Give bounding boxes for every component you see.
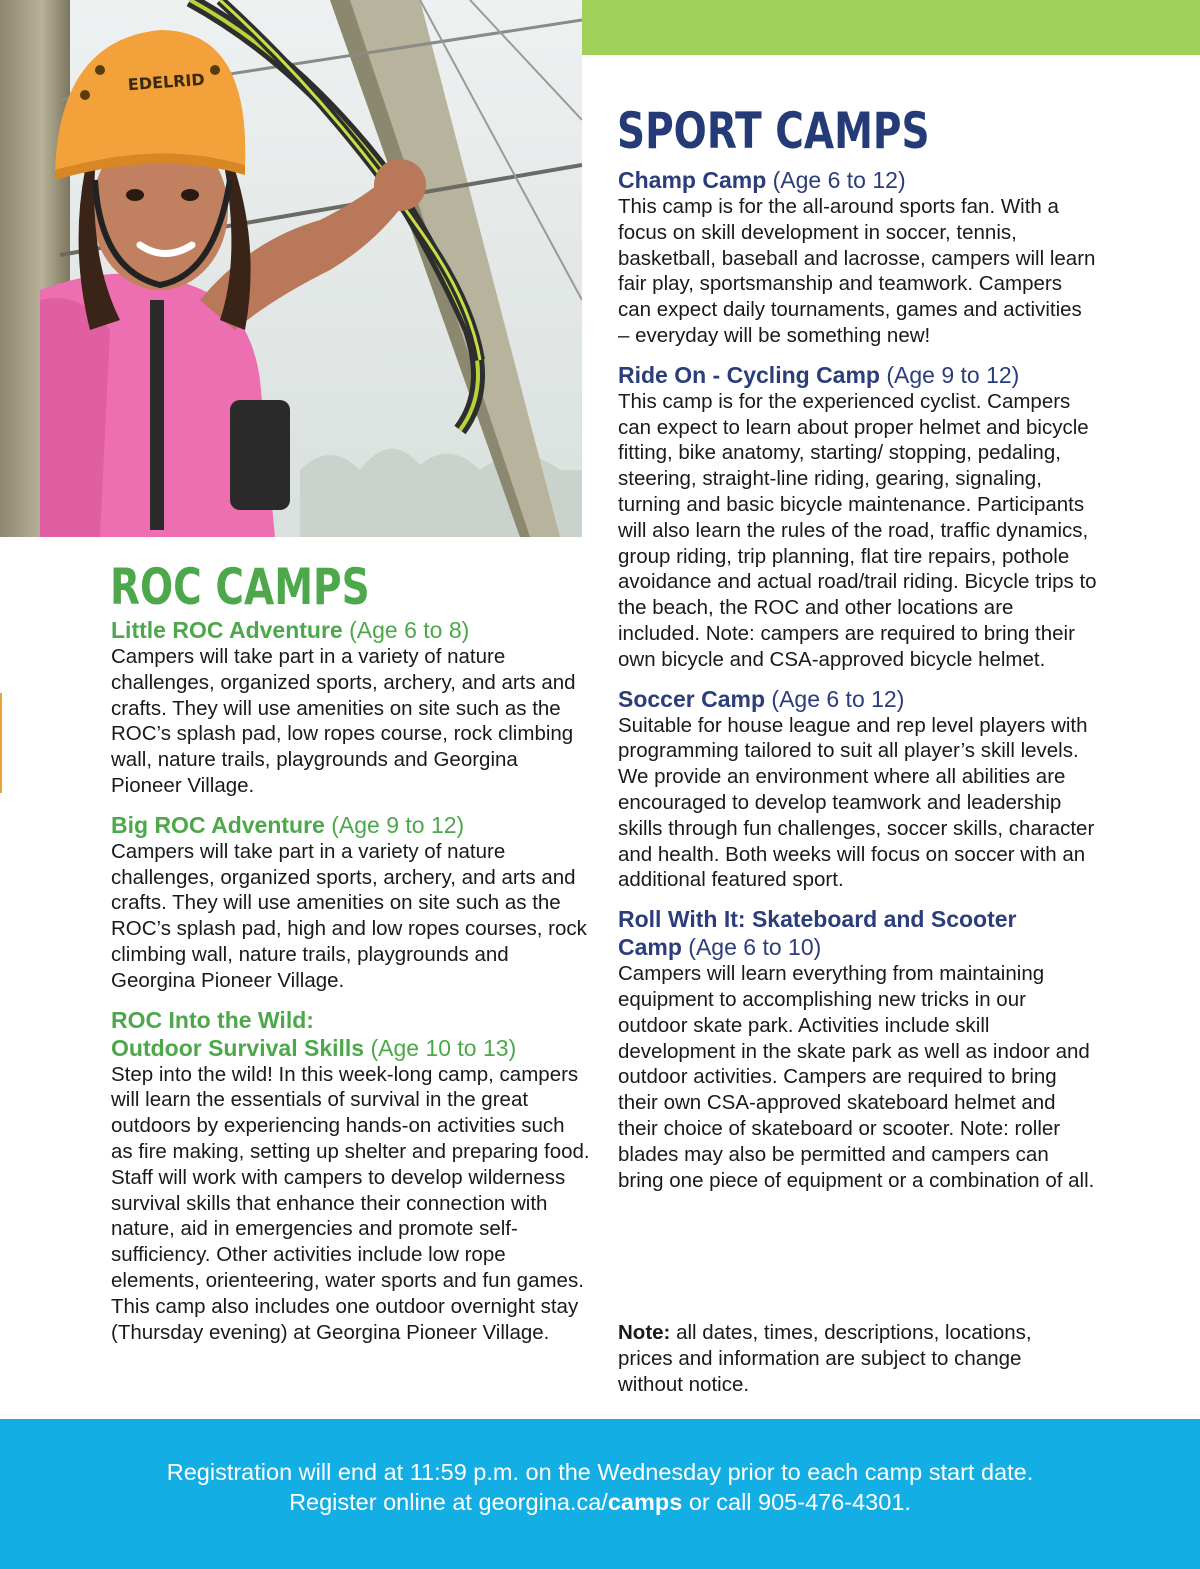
camp-name: Big ROC Adventure <box>111 811 325 838</box>
camp-description: Step into the wild! In this week-long camp, campers will learn the essentials of survival in the great outdoors by experiencing hands-on activities such as fire making, setting up shelter and preparing food. Staff will work with campers to develop wilderness survival skills that enhance their connection with nature, aid in emergencies and promote self-sufficiency. Other activities include low rope elements, orienteering, water sports and fun games. This camp also includes one outdoor overnight stay (Thursday evening) at Georgina Pioneer Village. <box>111 1062 590 1344</box>
camp-little-roc <box>111 616 591 799</box>
camp-name: Champ Camp <box>618 167 767 193</box>
camp-name-line2: Camp <box>618 934 682 961</box>
camp-description: Campers will take part in a variety of nature challenges, organized sports, archery, and arts and crafts. They will use amenities on site such as the ROC’s splash pad, high and low ropes courses, rock climbing wall, nature trails, playgrounds and Georgina Pioneer Village. <box>111 839 587 992</box>
camp-name: Soccer Camp <box>618 685 766 712</box>
camp-champ <box>618 166 1098 349</box>
sport-camps-title: SPORT CAMPS <box>617 102 930 160</box>
camp-description: This camp is for the all-around sports fan. With a focus on skill development in soccer, tennis, basketball, baseball and lacrosse, campers will learn fair play, sportsmanship and teamwork. Campers can expect daily tournaments, games and activities – everyday will be something new! <box>618 195 1096 347</box>
camp-name: Little ROC Adventure <box>111 617 343 643</box>
camp-name-rest: Skateboard and Scooter <box>751 906 1017 933</box>
camp-age: (Age 9 to 12) <box>886 361 1020 388</box>
camp-heading <box>618 905 1098 961</box>
camp-heading <box>618 166 1098 194</box>
top-accent-bar <box>582 0 1200 55</box>
camp-ride-on <box>618 361 1098 673</box>
camp-soccer <box>618 685 1098 894</box>
camp-name-line2: Outdoor Survival Skills <box>111 1034 365 1061</box>
note-label: Note: <box>618 1321 671 1344</box>
note-text: all dates, times, descriptions, locations, prices and information are subject to change without notice. <box>618 1321 1032 1396</box>
camp-age: (Age 6 to 8) <box>349 617 470 643</box>
registration-deadline: Registration will end at 11:59 p.m. on the Wednesday prior to each camp start date. <box>166 1459 1034 1485</box>
camp-description: Campers will learn everything from maintaining equipment to accomplishing new tricks in our outdoor skate park. Activities include skill development in the skate park as well as indoor and outdoor activities. Campers are required to bring their own CSA-approved skateboard helmet and their choice of skateboard or scooter. Note: roller blades may also be permitted and campers can bring one piece of equipment or a combination of all. <box>618 962 1095 1192</box>
camp-age: (Age 9 to 12) <box>331 811 465 838</box>
camp-roll-with-it <box>618 905 1098 1193</box>
camp-name: Ride On - Cycling Camp <box>618 361 880 388</box>
camp-name-bold: Roll With It: <box>618 906 746 933</box>
camp-description: This camp is for the experienced cyclist. Campers can expect to learn about proper helmet and bicycle fitting, bike anatomy, starting/ stopping, pedaling, steering, straight-line riding, gearing, signaling, turning and basic bicycle maintenance. Participants will also learn the rules of the road, traffic dynamics, group riding, trip planning, flat tire repairs, pothole avoidance and actual road/trail riding. Bicycle trips to the beach, the ROC and other locations are included. Note: campers are required to bring their own bicycle and CSA-approved bicycle helmet. <box>618 389 1097 671</box>
camp-heading <box>111 1006 591 1062</box>
hero-photo <box>0 0 582 537</box>
camp-heading <box>618 361 1098 389</box>
roc-camps-title: ROC CAMPS <box>110 558 370 616</box>
camp-heading <box>111 616 591 644</box>
register-link-camps[interactable]: camps <box>607 1488 683 1515</box>
page-edge-mark <box>0 693 2 793</box>
register-phone: or call 905-476-4301. <box>682 1488 911 1515</box>
camp-big-roc <box>111 811 591 994</box>
disclaimer-note <box>618 1320 1088 1397</box>
camp-age: (Age 6 to 10) <box>688 934 822 961</box>
registration-footer <box>0 1419 1200 1569</box>
camp-description: Campers will take part in a variety of nature challenges, organized sports, archery, and arts and crafts. They will use amenities on site such as the ROC’s splash pad, low ropes course, rock climbing wall, nature trails, playgrounds and Georgina Pioneer Village. <box>111 645 576 797</box>
camp-heading <box>111 811 591 839</box>
camp-roc-into-the-wild <box>111 1006 591 1346</box>
camp-age: (Age 6 to 12) <box>772 167 906 193</box>
register-online-prefix: Register online at georgina.ca/ <box>289 1488 608 1515</box>
camp-description: Suitable for house league and rep level players with programming tailored to suit all player’s skill levels. We provide an environment where all abilities are encouraged to develop teamwork and leadership skills through fun challenges, soccer skills, character and health. Both weeks will focus on soccer with an additional featured sport. <box>618 713 1095 892</box>
girl-with-helmet-illustration <box>0 0 582 537</box>
helmet-brand: EDELRID <box>127 69 206 95</box>
camp-name-line1: ROC Into the Wild: <box>111 1006 314 1033</box>
roc-camps-column <box>111 616 591 1357</box>
sport-camps-column <box>618 166 1098 1205</box>
registration-contact <box>0 1488 1200 1518</box>
camp-heading <box>618 685 1098 713</box>
camp-age: (Age 10 to 13) <box>370 1034 517 1061</box>
camp-age: (Age 6 to 12) <box>771 685 905 712</box>
